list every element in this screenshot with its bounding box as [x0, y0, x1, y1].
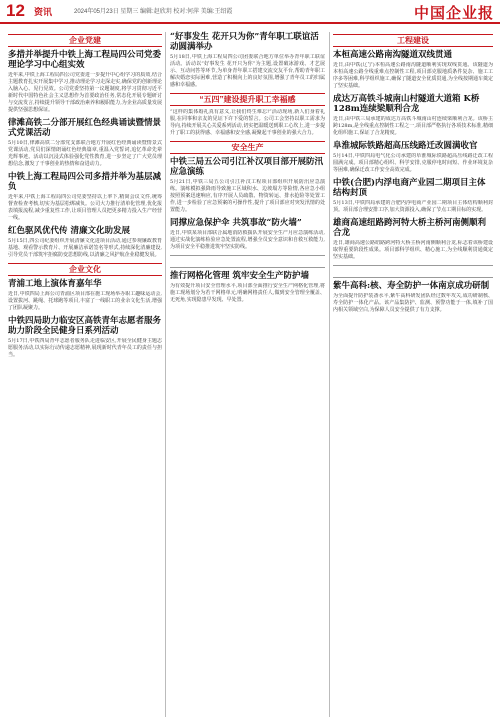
article-headline[interactable]: 律滩高铁二分部开展红色经典诵读暨情景式党课活动	[8, 118, 162, 138]
article-body: 为全面提升防护装备水平,紫牛高科研发团队经过数年攻关,成功研制核、寿全防护一体化产品。该产品集防护、监测、预警功能于一体,填补了国内相关领域空白,为保障人员安全提供了有力支撑。	[333, 293, 493, 313]
article-headline[interactable]: 多措并举提升中铁上海工程局四公司党委理论学习中心组实效	[8, 50, 162, 70]
article-body: 5月10日,律滩高铁二分部党支部联合地方开展红色经典诵读暨情景式党课活动,党员们深情朗诵红色经典篇章,重温入党誓词,追忆革命先辈光辉事迹。活动以沉浸式体验强化党性教育,进一步坚定了广大党员理想信念,激发了干事创业的热情和奋进动力。	[8, 140, 162, 167]
article-headline[interactable]: 中铁三局五公司引江补汉项目部开展防汛应急演练	[170, 157, 324, 177]
article	[170, 218, 325, 251]
column-1	[8, 32, 162, 717]
section-heading: 安全生产	[170, 141, 325, 154]
article-headline[interactable]: 青浦工地上演体育嘉年华	[8, 279, 102, 289]
column-3	[333, 32, 493, 717]
column-divider	[165, 32, 166, 717]
article-headline[interactable]: 中铁上海工程局四公司多措并举为基层减负	[8, 172, 162, 192]
article	[333, 94, 493, 137]
article-headline[interactable]: 阜淮城际铁路超高压线路迁改圆满收官	[333, 141, 478, 151]
article-headline[interactable]: 成达万高铁斗城南山村隧道大道箱 K桥128m连续梁顺利合龙	[333, 94, 480, 114]
section-heading	[333, 265, 493, 278]
article	[8, 279, 162, 312]
section-heading: 工程建设	[333, 34, 493, 47]
article-headline[interactable]: 雄商高速纽路跨河特大桥主桥河南侧顺利合龙	[333, 218, 487, 238]
section-heading: “五四”建设提升职工幸福感	[170, 93, 325, 106]
article-body: 5月18日,中铁上海工程局四公司团委联合地方单位举办青年职工联谊活动。活动以“好事发生 花开只为你”为主题,设置破冰游戏、才艺展示、互动问答等环节,为单身青年职工搭建交流交友平台,帮助青年职工解决婚恋实际困难,营造了积极向上的良好氛围,增强了青年员工的归属感和幸福感。	[170, 54, 325, 88]
article	[333, 218, 493, 261]
article-body: 近日,由中铁三局承建的成达万高铁斗城南山村连续梁顺利合龙。该桥主跨128m,是全线重点控制性工程之一,项目部严格执行各项技术标准,精细化组织施工,保证了合龙精度。	[333, 116, 493, 136]
article-body: 近年来,中铁上海工程局四公司党委坚持以上率下,精简会议文件,统筹督查检查考核,切实为基层松绑减负。公司大力推行清单化管理,优化报表填报流程,减少重复性工作,让项目管理人员把更多精力投入生产经营一线。	[8, 194, 162, 221]
article-body: 5月21日,中铁三局五公司引江补汉工程项目部组织开展防汛应急演练。演练模拟强降雨导致施工区域积水、边坡塌方等险情,各应急小组按照预案迅速响应,有序开展人员疏散、物资转运、排水抢险等处置工作,进一步检验了应急预案的可操作性,提升了项目部应对突发汛情的处置能力。	[170, 179, 325, 213]
article-body: 为有效提升项目安全管理水平,项目部全面推行安全生产网格化管理,将施工现场划分为若干网格单元,明确网格责任人,做到安全管理全覆盖、无死角,实现隐患早发现、早处置。	[170, 283, 325, 303]
article-headline[interactable]: 同撑应急保护伞 共筑事故“防火墙”	[170, 218, 302, 228]
article-headline[interactable]: “好事发生 花开只为你”青年职工联谊活动圆满举办	[170, 32, 319, 52]
section-heading: 企业文化	[8, 263, 162, 276]
section-heading	[170, 255, 325, 268]
article	[170, 157, 325, 214]
dateline: 2024年05月23日 星期三 编辑:赵欣玥 校对:何萍 美编:王绍霞	[74, 9, 233, 15]
article-body: 近日,雄商高速公路纽路跨河特大桥主桥河南侧顺利合龙,标志着该桥建设取得重要阶段性成果。项目部科学组织、精心施工,为全线顺利贯通奠定坚实基础。	[333, 240, 493, 260]
article	[333, 178, 493, 214]
column-2	[170, 32, 325, 717]
article	[8, 316, 162, 359]
article	[333, 50, 493, 90]
article-headline[interactable]: 紫牛高科:核、寿全防护一体南京成功研制	[333, 281, 490, 291]
masthead	[0, 0, 500, 24]
article-body: 5月13日,中铁四局承建的合肥内浮电商产业园二期项目主体结构顺利封顶。项目部合理安排工序,加大资源投入,确保了节点工期目标的实现。	[333, 200, 493, 213]
article	[8, 118, 162, 168]
article	[170, 32, 325, 89]
article-body: 近日,由中铁(辽宁)本桓高速公路南沟隧道顺利实现双线贯通。该隧道为本桓高速公路全线重难点控制性工程,项目部克服地质条件复杂、施工工序多等困难,科学组织施工,确保了隧道安全优质贯通,为全线按期通车奠定了坚实基础。	[333, 62, 493, 89]
page-number: 12	[6, 1, 25, 20]
article-headline[interactable]: 本桓高速公路南沟隧道双线贯通	[333, 50, 453, 60]
article	[170, 271, 325, 304]
article-body: 5月14日,中铁四局电气化公司承建的阜淮城际铁路超高压线路迁改工程圆满完成。项目部精心组织、科学安排,克服停电时间短、作业环境复杂等困难,确保迁改工作安全高效完成。	[333, 153, 493, 173]
section-heading: 企业党建	[8, 34, 162, 47]
article	[8, 50, 162, 114]
article-body: 近年来,中铁上海工程局四公司党委进一步提升中心组学习的质效,结合主题教育扎实开展集中学习,推动理论学习走深走实,确保党的创新理论入脑入心、见行见效。公司党委坚持第一议题制度,将学习贯彻习近平新时代中国特色社会主义思想作为首要政治任务,常态化开展专题研讨与交流发言,持续提升领导干部政治素养和履职能力,为企业高质量发展提供坚强思想保证。	[8, 72, 162, 113]
column-divider	[329, 32, 330, 717]
article-body: 近日,中铁四局上海公司青浦区项目部在施工现场举办职工趣味运动会,设置拔河、跳绳、托球跑等项目,丰富了一线职工的业余文化生活,增强了团队凝聚力。	[8, 291, 162, 311]
article-body: 5月17日,中铁四局青年志愿者服务队走进临安区,开展全民健身主题志愿服务活动,以实际行动传递志愿精神,展现新时代青年员工的责任与担当。	[8, 338, 162, 358]
article-headline[interactable]: 中铁(合肥)内浮电商产业园二期项目主体结构封顶	[333, 178, 486, 198]
article	[8, 172, 162, 222]
article	[333, 141, 493, 174]
article-body: 近日,中铁某项目部联合属地消防救援队开展安全生产月应急演练活动,通过实战化演练检验应急处置流程,增强全员安全意识和自救互救能力,为项目安全平稳推进筑牢坚实防线。	[170, 230, 325, 250]
article	[333, 281, 493, 314]
article-headline[interactable]: 红色驱风优代传 清廉文化助发展	[8, 226, 130, 236]
section-tag: 资讯	[34, 7, 53, 17]
article-headline[interactable]: 推行网格化管理 筑牢安全生产防护墙	[170, 271, 309, 281]
article	[170, 109, 325, 137]
article-body: 5月15日,四公司纪委组织开展清廉文化进项目活动,通过参观廉政教育基地、观看警示教育片、开展廉洁承诺签名等形式,持续深化清廉建设,引导党员干部筑牢拒腐防变思想防线,以清廉之风护航企业稳健发展。	[8, 238, 162, 258]
article	[8, 226, 162, 259]
article-body: “这样的集体婚礼真有意义,让我们终生难忘!”活动现场,新人们身着礼服,在同事和亲友的见证下许下爱的誓言。公司工会坚持以职工需求为导向,持续开展关心关爱系列活动,切实把温暖送到职工心坎上,进一步提升了职工的获得感、幸福感和安全感,凝聚起干事创业的强大合力。	[170, 109, 325, 136]
article-headline[interactable]: 中铁四局助力临安区高铁青年志愿者服务助力阶段全民健身日系列活动	[8, 316, 162, 336]
newspaper-logo: 中国企业报	[413, 4, 494, 22]
